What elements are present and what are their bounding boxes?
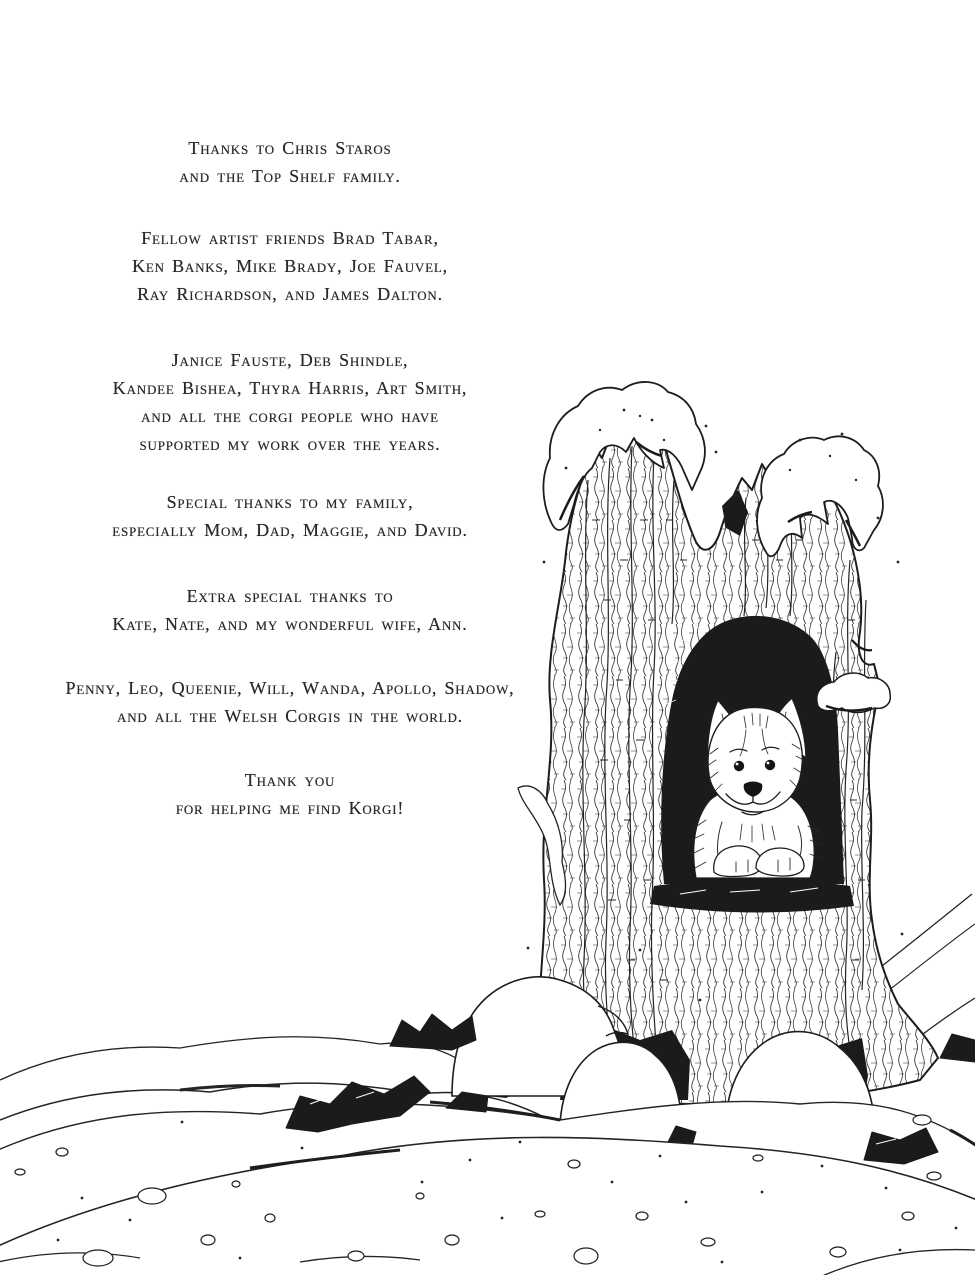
thanks-block-staros (20, 134, 560, 190)
text-line: and all the Welsh Corgis in the world. (117, 706, 463, 726)
text-line: Ray Richardson, and James Dalton. (137, 284, 443, 304)
text-line: Kate, Nate, and my wonderful wife, Ann. (112, 614, 468, 634)
thanks-block-artist-friends (20, 224, 560, 308)
text-line: Thank you (244, 770, 336, 790)
text-line: supported my work over the years. (139, 434, 441, 454)
thank-you-block (20, 766, 560, 822)
text-line: Fellow artist friends Brad Tabar, (141, 228, 439, 248)
text-line: and all the corgi people who have (141, 406, 439, 426)
text-line: Special thanks to my family, (166, 492, 414, 512)
text-line: and the Top Shelf family. (179, 166, 401, 186)
text-line: Kandee Bishea, Thyra Harris, Art Smith, (112, 378, 468, 398)
thanks-block-family (20, 488, 560, 544)
thanks-block-corgi-people (20, 346, 560, 458)
text-line: for helping me find Korgi! (175, 798, 405, 818)
thanks-block-wife (20, 582, 560, 638)
text-line: Ken Banks, Mike Brady, Joe Fauvel, (132, 256, 448, 276)
text-line: Janice Fauste, Deb Shindle, (171, 350, 409, 370)
text-line: especially Mom, Dad, Maggie, and David. (112, 520, 468, 540)
text-line: Thanks to Chris Staros (188, 138, 392, 158)
thanks-block-corgis (20, 674, 560, 730)
text-line: Extra special thanks to (186, 586, 394, 606)
text-line: Penny, Leo, Queenie, Will, Wanda, Apollo, Shadow, (65, 678, 515, 698)
